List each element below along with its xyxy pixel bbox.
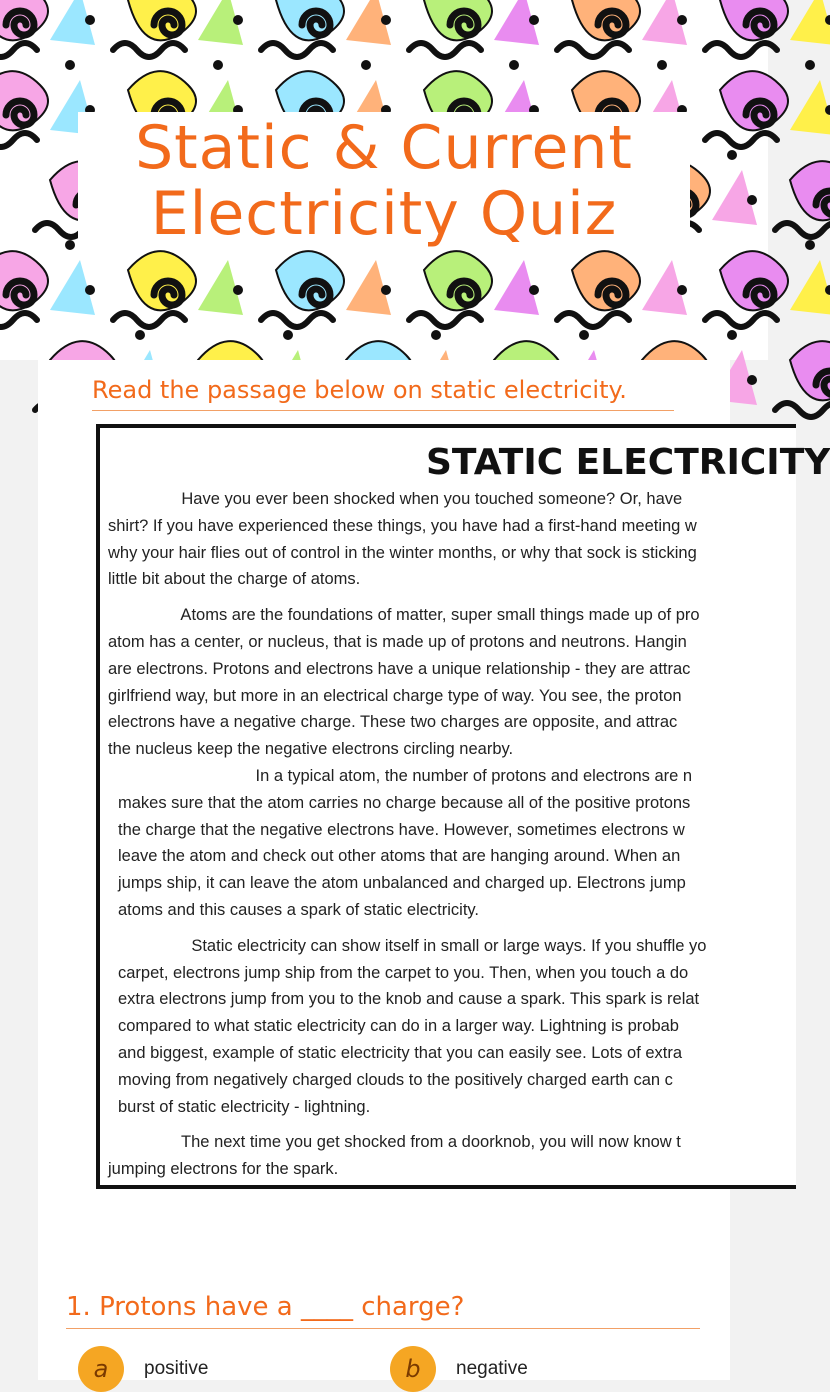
passage-paragraph (108, 486, 808, 593)
pattern-tile (0, 240, 95, 327)
passage-line: why your hair flies out of control in the winter months, or why that sock is sticking (108, 543, 697, 562)
passage-line: Static electricity can show itself in small or large ways. If you shuffle yo (118, 936, 707, 955)
passage-line: moving from negatively charged clouds to the positively charged earth can c (118, 1070, 673, 1089)
passage-line: the charge that the negative electrons have. However, sometimes electrons w (118, 820, 685, 839)
passage-line: little bit about the charge of atoms. (108, 570, 361, 589)
passage-line: shirt? If you have experienced these things, you have had a first-hand meeting w (108, 516, 697, 535)
passage-line: the nucleus keep the negative electrons circling nearby. (108, 740, 514, 759)
passage-line: girlfriend way, but more in an electrical charge type of way. You see, the proton (108, 686, 682, 705)
passage-image (96, 424, 830, 1189)
passage-line: makes sure that the atom carries no charge because all of the positive protons (118, 793, 691, 812)
pattern-tile (113, 0, 243, 57)
answer-option-a[interactable] (78, 1346, 208, 1392)
pattern-tile (557, 240, 687, 327)
pattern-tile (775, 150, 830, 237)
pattern-tile (261, 0, 391, 57)
pattern-tile (409, 240, 539, 327)
option-b-label: negative (456, 1358, 528, 1379)
passage-line: jumps ship, it can leave the atom unbalanced and charged up. Electrons jump (118, 874, 686, 893)
passage-line: jumping electrons for the spark. (108, 1160, 339, 1179)
passage-line: Atoms are the foundations of matter, super small things made up of pro (108, 606, 700, 625)
pattern-tile (409, 0, 539, 57)
pattern-tile (557, 0, 687, 57)
option-b-badge: b (390, 1346, 436, 1392)
option-a-label: positive (144, 1358, 209, 1379)
pattern-tile (705, 0, 830, 57)
answer-option-b[interactable] (390, 1346, 528, 1392)
passage-line: extra electrons jump from you to the knob and cause a spark. This spark is relat (118, 990, 700, 1009)
option-a-badge: a (78, 1346, 124, 1392)
passage-line: and biggest, example of static electricity that you can easily see. Lots of extra (118, 1043, 683, 1062)
passage-line: carpet, electrons jump ship from the carpet to you. Then, when you touch a do (118, 963, 689, 982)
pattern-tile (775, 330, 830, 417)
passage-text (108, 486, 808, 1192)
pattern-tile (261, 240, 391, 327)
instruction-heading: Read the passage below on static electricity. (92, 372, 674, 411)
pattern-tile (705, 240, 830, 327)
pattern-tile (705, 60, 830, 147)
quiz-title-line-1: Static & Current (135, 113, 633, 183)
pattern-tile (113, 240, 243, 327)
passage-paragraph (108, 763, 808, 924)
quiz-title-line-2: Electricity Quiz (150, 179, 618, 249)
passage-heading: STATIC ELECTRICITY (426, 442, 830, 483)
title-box (78, 112, 690, 250)
passage-paragraph (108, 1129, 808, 1183)
passage-line: The next time you get shocked from a doorknob, you will now know t (108, 1133, 681, 1152)
passage-paragraph (108, 602, 808, 763)
passage-line: are electrons. Protons and electrons have a unique relationship - they are attrac (108, 659, 691, 678)
passage-line: burst of static electricity - lightning. (118, 1097, 371, 1116)
pattern-tile (0, 0, 95, 57)
question-1-text: 1. Protons have a ____ charge? (66, 1288, 700, 1329)
passage-line: electrons have a negative charge. These two charges are opposite, and attrac (108, 713, 678, 732)
passage-line: Have you ever been shocked when you touched someone? Or, have (108, 490, 683, 508)
passage-paragraph (108, 933, 808, 1121)
passage-line: atom has a center, or nucleus, that is made up of protons and neutrons. Hangin (108, 632, 687, 651)
passage-line: leave the atom and check out other atoms that are hanging around. When an (118, 847, 681, 866)
passage-line: In a typical atom, the number of protons and electrons are n (118, 766, 693, 785)
passage-line: compared to what static electricity can do in a larger way. Lightning is probab (118, 1017, 679, 1036)
passage-line: atoms and this causes a spark of static electricity. (118, 900, 480, 919)
header-banner (0, 0, 768, 360)
